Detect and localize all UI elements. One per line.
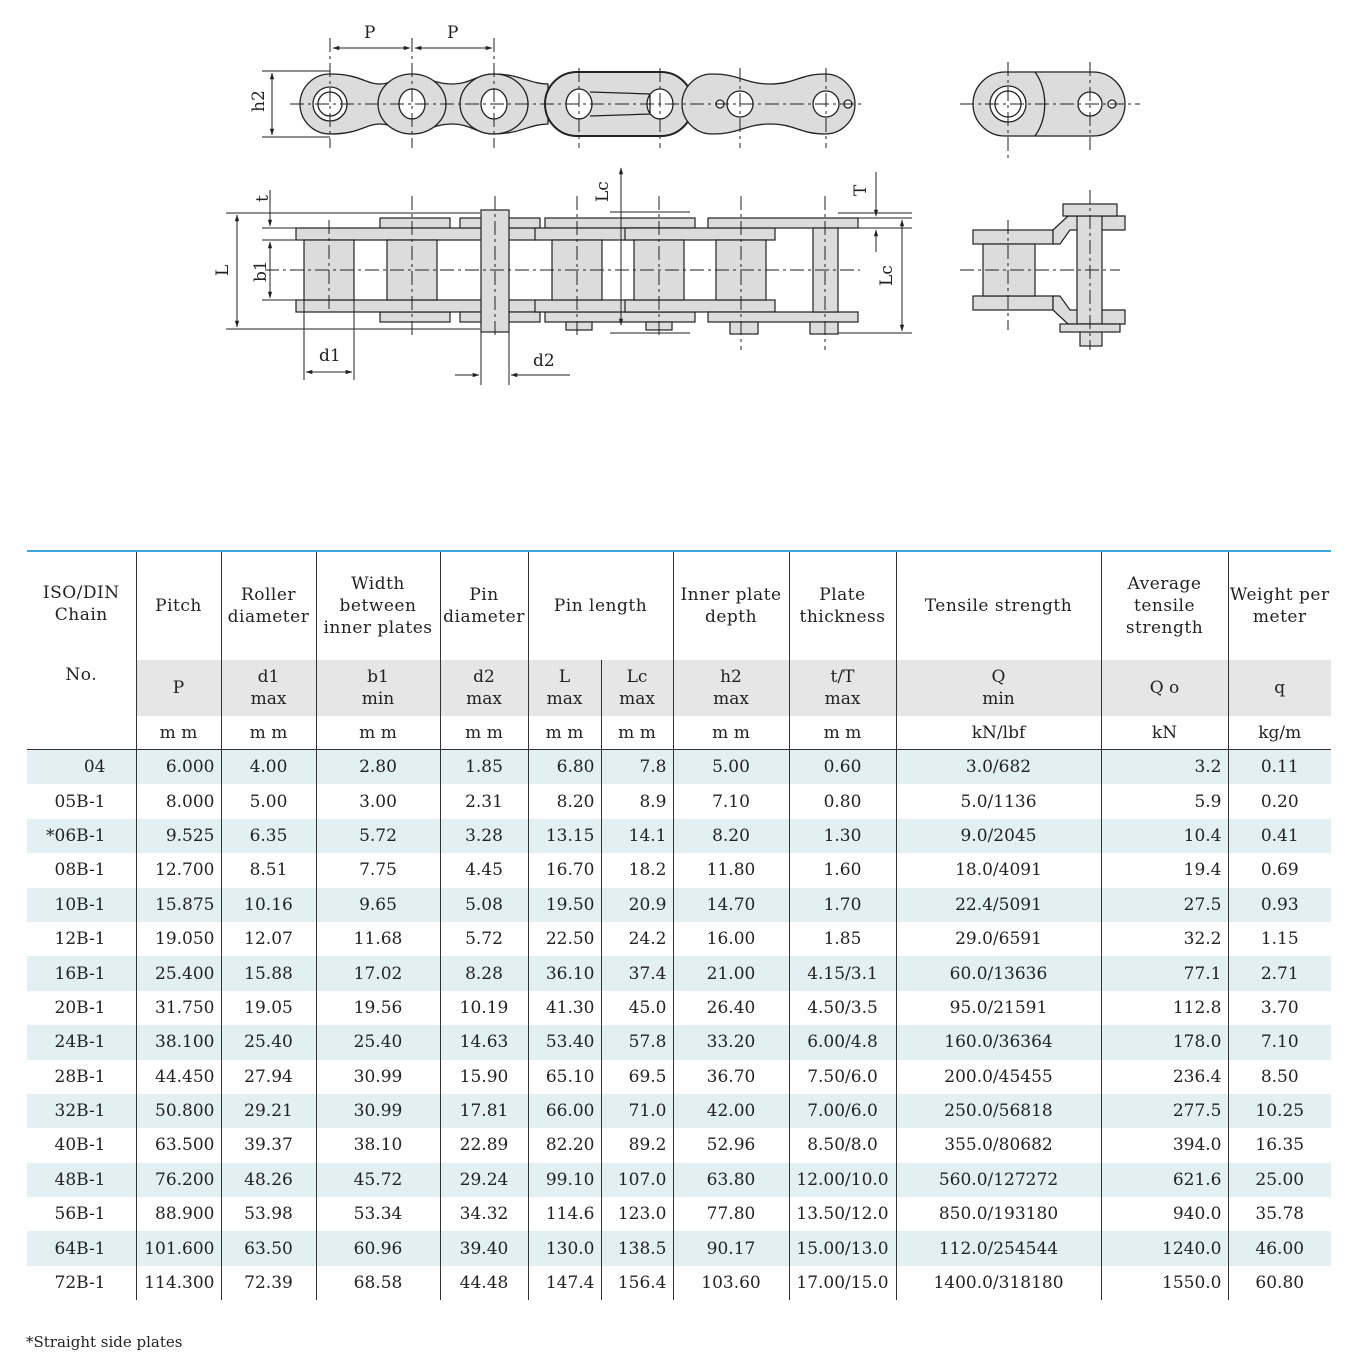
cell-chain-no: 05B-1 — [27, 784, 136, 818]
cell-plate-thickness: 17.00/15.0 — [789, 1266, 896, 1300]
dim-label-d2: d2 — [533, 351, 555, 371]
cell-pin-diameter: 10.19 — [440, 991, 528, 1025]
cell-average-tensile: 1240.0 — [1101, 1231, 1228, 1265]
symbol-pin-length-L: L max — [528, 660, 601, 716]
table-row — [27, 750, 1331, 785]
cell-average-tensile: 32.2 — [1101, 922, 1228, 956]
table-row — [27, 1163, 1331, 1197]
cell-chain-no: 56B-1 — [27, 1197, 136, 1231]
table-row — [27, 784, 1331, 818]
cell-pin-length-L: 22.50 — [528, 922, 601, 956]
cell-roller-diameter: 10.16 — [221, 888, 316, 922]
cell-roller-diameter: 12.07 — [221, 922, 316, 956]
spec-table-body — [27, 750, 1331, 1301]
cell-weight: 8.50 — [1228, 1060, 1331, 1094]
cell-tensile-strength: 9.0/2045 — [896, 819, 1101, 853]
cell-average-tensile: 10.4 — [1101, 819, 1228, 853]
table-row — [27, 1266, 1331, 1300]
cell-plate-thickness: 15.00/13.0 — [789, 1231, 896, 1265]
cell-average-tensile: 394.0 — [1101, 1128, 1228, 1162]
cell-weight: 16.35 — [1228, 1128, 1331, 1162]
cell-pin-diameter: 17.81 — [440, 1094, 528, 1128]
unit-pin-diameter: m m — [440, 716, 528, 750]
cell-tensile-strength: 560.0/127272 — [896, 1163, 1101, 1197]
cell-pin-length-Lc: 14.1 — [601, 819, 673, 853]
chain-spec-table — [27, 550, 1331, 1300]
unit-average-tensile: kN — [1101, 716, 1228, 750]
dim-label-Lc: Lc — [593, 181, 613, 202]
header-chain-no: ISO/DIN Chain No. — [27, 551, 136, 716]
cell-inner-plate-depth: 42.00 — [673, 1094, 789, 1128]
cell-inner-plate-depth: 63.80 — [673, 1163, 789, 1197]
cell-tensile-strength: 95.0/21591 — [896, 991, 1101, 1025]
cell-tensile-strength: 112.0/254544 — [896, 1231, 1101, 1265]
cell-chain-no: 28B-1 — [27, 1060, 136, 1094]
cell-tensile-strength: 29.0/6591 — [896, 922, 1101, 956]
dim-label-t: t — [253, 195, 273, 202]
cell-average-tensile: 940.0 — [1101, 1197, 1228, 1231]
cell-average-tensile: 277.5 — [1101, 1094, 1228, 1128]
cell-pitch: 19.050 — [136, 922, 221, 956]
cell-pin-length-L: 147.4 — [528, 1266, 601, 1300]
unit-pin-length-Lc: m m — [601, 716, 673, 750]
dim-label-h2: h2 — [249, 90, 269, 112]
cell-pin-length-L: 130.0 — [528, 1231, 601, 1265]
cell-pin-diameter: 1.85 — [440, 750, 528, 785]
cell-pitch: 9.525 — [136, 819, 221, 853]
cell-average-tensile: 621.6 — [1101, 1163, 1228, 1197]
cell-plate-thickness: 1.85 — [789, 922, 896, 956]
cell-plate-thickness: 1.60 — [789, 853, 896, 887]
cell-plate-thickness: 8.50/8.0 — [789, 1128, 896, 1162]
cell-pitch: 88.900 — [136, 1197, 221, 1231]
cell-roller-diameter: 72.39 — [221, 1266, 316, 1300]
symbol-pitch: P — [136, 660, 221, 716]
table-row — [27, 853, 1331, 887]
cell-pin-diameter: 34.32 — [440, 1197, 528, 1231]
cell-width-between: 60.96 — [316, 1231, 440, 1265]
cell-inner-plate-depth: 36.70 — [673, 1060, 789, 1094]
dim-label-b1: b1 — [251, 260, 271, 282]
table-row — [27, 1094, 1331, 1128]
symbol-inner-plate-depth: h2 max — [673, 660, 789, 716]
cell-roller-diameter: 19.05 — [221, 991, 316, 1025]
cell-pin-length-Lc: 37.4 — [601, 956, 673, 990]
header-tensile-strength: Tensile strength — [896, 551, 1101, 660]
cell-pitch: 101.600 — [136, 1231, 221, 1265]
cell-pin-length-L: 16.70 — [528, 853, 601, 887]
cell-width-between: 45.72 — [316, 1163, 440, 1197]
cell-weight: 35.78 — [1228, 1197, 1331, 1231]
dim-label-Lc: Lc — [877, 265, 897, 286]
cell-weight: 2.71 — [1228, 956, 1331, 990]
cell-pin-length-Lc: 138.5 — [601, 1231, 673, 1265]
cell-pitch: 6.000 — [136, 750, 221, 785]
cell-pin-diameter: 44.48 — [440, 1266, 528, 1300]
cell-width-between: 7.75 — [316, 853, 440, 887]
unit-width-between: m m — [316, 716, 440, 750]
cell-tensile-strength: 250.0/56818 — [896, 1094, 1101, 1128]
cell-pin-diameter: 22.89 — [440, 1128, 528, 1162]
table-row — [27, 1128, 1331, 1162]
header-roller-diameter: Roller diameter — [221, 551, 316, 660]
header-inner-plate-depth: Inner plate depth — [673, 551, 789, 660]
header-pin-diameter: Pin diameter — [440, 551, 528, 660]
cell-weight: 0.69 — [1228, 853, 1331, 887]
unit-tensile-strength: kN/lbf — [896, 716, 1101, 750]
cell-pin-length-Lc: 156.4 — [601, 1266, 673, 1300]
cell-pin-length-Lc: 107.0 — [601, 1163, 673, 1197]
cell-pitch: 12.700 — [136, 853, 221, 887]
cell-pin-diameter: 2.31 — [440, 784, 528, 818]
cell-chain-no: 64B-1 — [27, 1231, 136, 1265]
cell-pitch: 63.500 — [136, 1128, 221, 1162]
cell-pin-diameter: 29.24 — [440, 1163, 528, 1197]
cell-pin-length-L: 66.00 — [528, 1094, 601, 1128]
table-row — [27, 1231, 1331, 1265]
cell-chain-no: 08B-1 — [27, 853, 136, 887]
unit-pitch: m m — [136, 716, 221, 750]
cell-average-tensile: 112.8 — [1101, 991, 1228, 1025]
symbol-pin-length-Lc: Lc max — [601, 660, 673, 716]
cell-plate-thickness: 0.60 — [789, 750, 896, 785]
symbol-plate-thickness: t/T max — [789, 660, 896, 716]
cell-average-tensile: 3.2 — [1101, 750, 1228, 785]
cell-width-between: 25.40 — [316, 1025, 440, 1059]
cell-width-between: 38.10 — [316, 1128, 440, 1162]
cell-inner-plate-depth: 7.10 — [673, 784, 789, 818]
cell-roller-diameter: 15.88 — [221, 956, 316, 990]
cell-inner-plate-depth: 33.20 — [673, 1025, 789, 1059]
cell-width-between: 30.99 — [316, 1094, 440, 1128]
cell-inner-plate-depth: 14.70 — [673, 888, 789, 922]
cell-plate-thickness: 1.70 — [789, 888, 896, 922]
cell-weight: 0.93 — [1228, 888, 1331, 922]
unit-pin-length-L: m m — [528, 716, 601, 750]
cell-plate-thickness: 13.50/12.0 — [789, 1197, 896, 1231]
cell-pin-length-Lc: 69.5 — [601, 1060, 673, 1094]
cell-roller-diameter: 63.50 — [221, 1231, 316, 1265]
cell-pin-length-Lc: 45.0 — [601, 991, 673, 1025]
cell-pin-diameter: 8.28 — [440, 956, 528, 990]
cell-average-tensile: 19.4 — [1101, 853, 1228, 887]
symbol-roller-diameter: d1 max — [221, 660, 316, 716]
table-row — [27, 888, 1331, 922]
cell-chain-no: 04 — [27, 750, 136, 785]
header-pitch: Pitch — [136, 551, 221, 660]
cell-pitch: 15.875 — [136, 888, 221, 922]
cell-average-tensile: 5.9 — [1101, 784, 1228, 818]
cell-pin-length-Lc: 7.8 — [601, 750, 673, 785]
cell-roller-diameter: 48.26 — [221, 1163, 316, 1197]
cell-chain-no: 12B-1 — [27, 922, 136, 956]
cell-inner-plate-depth: 90.17 — [673, 1231, 789, 1265]
cell-width-between: 2.80 — [316, 750, 440, 785]
cell-roller-diameter: 39.37 — [221, 1128, 316, 1162]
cell-weight: 7.10 — [1228, 1025, 1331, 1059]
header-weight-per-meter: Weight per meter — [1228, 551, 1331, 660]
cell-plate-thickness: 1.30 — [789, 819, 896, 853]
cell-inner-plate-depth: 52.96 — [673, 1128, 789, 1162]
cell-roller-diameter: 6.35 — [221, 819, 316, 853]
cell-weight: 60.80 — [1228, 1266, 1331, 1300]
cell-pin-length-L: 36.10 — [528, 956, 601, 990]
cell-average-tensile: 77.1 — [1101, 956, 1228, 990]
cell-pitch: 114.300 — [136, 1266, 221, 1300]
cell-inner-plate-depth: 5.00 — [673, 750, 789, 785]
table-row — [27, 922, 1331, 956]
cell-pin-length-L: 19.50 — [528, 888, 601, 922]
cell-pitch: 50.800 — [136, 1094, 221, 1128]
cell-chain-no: *06B-1 — [27, 819, 136, 853]
header-plate-thickness: Plate thickness — [789, 551, 896, 660]
cell-pin-length-Lc: 123.0 — [601, 1197, 673, 1231]
cell-weight: 3.70 — [1228, 991, 1331, 1025]
cell-pin-length-L: 6.80 — [528, 750, 601, 785]
chain-technical-drawing — [0, 0, 1358, 420]
cell-weight: 0.41 — [1228, 819, 1331, 853]
cell-width-between: 3.00 — [316, 784, 440, 818]
cell-roller-diameter: 27.94 — [221, 1060, 316, 1094]
table-row — [27, 1060, 1331, 1094]
cell-width-between: 19.56 — [316, 991, 440, 1025]
cell-inner-plate-depth: 103.60 — [673, 1266, 789, 1300]
cell-roller-diameter: 53.98 — [221, 1197, 316, 1231]
cell-width-between: 30.99 — [316, 1060, 440, 1094]
symbol-pin-diameter: d2 max — [440, 660, 528, 716]
cell-average-tensile: 1550.0 — [1101, 1266, 1228, 1300]
footnote: *Straight side plates — [26, 1333, 183, 1351]
cell-pin-length-L: 13.15 — [528, 819, 601, 853]
cell-pin-diameter: 3.28 — [440, 819, 528, 853]
unit-weight: kg/m — [1228, 716, 1331, 750]
cell-pin-length-L: 53.40 — [528, 1025, 601, 1059]
cell-pitch: 76.200 — [136, 1163, 221, 1197]
cell-plate-thickness: 0.80 — [789, 784, 896, 818]
cell-inner-plate-depth: 26.40 — [673, 991, 789, 1025]
cell-width-between: 9.65 — [316, 888, 440, 922]
symbol-tensile-strength: Q min — [896, 660, 1101, 716]
table-row — [27, 1197, 1331, 1231]
dim-label-pitch: P — [364, 23, 376, 43]
table-row — [27, 819, 1331, 853]
cell-roller-diameter: 8.51 — [221, 853, 316, 887]
cell-plate-thickness: 7.00/6.0 — [789, 1094, 896, 1128]
cell-tensile-strength: 850.0/193180 — [896, 1197, 1101, 1231]
cell-roller-diameter: 4.00 — [221, 750, 316, 785]
cell-weight: 1.15 — [1228, 922, 1331, 956]
cell-pin-length-L: 8.20 — [528, 784, 601, 818]
cell-average-tensile: 236.4 — [1101, 1060, 1228, 1094]
cell-tensile-strength: 200.0/45455 — [896, 1060, 1101, 1094]
cell-chain-no: 20B-1 — [27, 991, 136, 1025]
cell-chain-no: 10B-1 — [27, 888, 136, 922]
dim-label-L: L — [213, 264, 233, 276]
cell-tensile-strength: 3.0/682 — [896, 750, 1101, 785]
cell-pin-length-L: 82.20 — [528, 1128, 601, 1162]
cell-pin-length-L: 65.10 — [528, 1060, 601, 1094]
cell-weight: 0.20 — [1228, 784, 1331, 818]
cell-pin-length-Lc: 24.2 — [601, 922, 673, 956]
cell-tensile-strength: 5.0/1136 — [896, 784, 1101, 818]
table-row — [27, 1025, 1331, 1059]
symbol-average-tensile: Q o — [1101, 660, 1228, 716]
cell-pin-length-Lc: 20.9 — [601, 888, 673, 922]
cell-plate-thickness: 12.00/10.0 — [789, 1163, 896, 1197]
symbol-width-between: b1 min — [316, 660, 440, 716]
cell-inner-plate-depth: 16.00 — [673, 922, 789, 956]
cell-pin-length-Lc: 71.0 — [601, 1094, 673, 1128]
cell-pin-length-Lc: 89.2 — [601, 1128, 673, 1162]
cell-pin-diameter: 4.45 — [440, 853, 528, 887]
cell-weight: 0.11 — [1228, 750, 1331, 785]
roller-chain-diagram — [0, 0, 1358, 420]
cell-width-between: 17.02 — [316, 956, 440, 990]
cell-roller-diameter: 25.40 — [221, 1025, 316, 1059]
cell-pitch: 25.400 — [136, 956, 221, 990]
cell-plate-thickness: 7.50/6.0 — [789, 1060, 896, 1094]
cell-width-between: 53.34 — [316, 1197, 440, 1231]
cell-inner-plate-depth: 77.80 — [673, 1197, 789, 1231]
dim-label-pitch: P — [447, 23, 459, 43]
cell-chain-no: 48B-1 — [27, 1163, 136, 1197]
cell-pin-diameter: 39.40 — [440, 1231, 528, 1265]
dim-label-T: T — [851, 184, 871, 196]
header-pin-length: Pin length — [528, 551, 673, 660]
cell-chain-no: 32B-1 — [27, 1094, 136, 1128]
header-average-tensile-strength: Average tensile strength — [1101, 551, 1228, 660]
cell-average-tensile: 27.5 — [1101, 888, 1228, 922]
cell-pin-diameter: 14.63 — [440, 1025, 528, 1059]
cell-weight: 46.00 — [1228, 1231, 1331, 1265]
header-width-between-inner-plates: Width between inner plates — [316, 551, 440, 660]
unit-blank — [27, 716, 136, 750]
cell-chain-no: 24B-1 — [27, 1025, 136, 1059]
cell-tensile-strength: 60.0/13636 — [896, 956, 1101, 990]
dim-label-d1: d1 — [319, 346, 341, 366]
cell-width-between: 11.68 — [316, 922, 440, 956]
unit-roller-diameter: m m — [221, 716, 316, 750]
cell-pin-diameter: 5.72 — [440, 922, 528, 956]
cell-inner-plate-depth: 8.20 — [673, 819, 789, 853]
cell-tensile-strength: 1400.0/318180 — [896, 1266, 1101, 1300]
cell-pin-diameter: 5.08 — [440, 888, 528, 922]
cell-weight: 10.25 — [1228, 1094, 1331, 1128]
cell-inner-plate-depth: 11.80 — [673, 853, 789, 887]
cell-roller-diameter: 29.21 — [221, 1094, 316, 1128]
cell-pin-length-Lc: 57.8 — [601, 1025, 673, 1059]
cell-plate-thickness: 4.50/3.5 — [789, 991, 896, 1025]
cell-tensile-strength: 160.0/36364 — [896, 1025, 1101, 1059]
cell-tensile-strength: 18.0/4091 — [896, 853, 1101, 887]
cell-pin-diameter: 15.90 — [440, 1060, 528, 1094]
cell-width-between: 5.72 — [316, 819, 440, 853]
cell-pin-length-L: 99.10 — [528, 1163, 601, 1197]
cell-tensile-strength: 355.0/80682 — [896, 1128, 1101, 1162]
cell-pitch: 8.000 — [136, 784, 221, 818]
cell-pin-length-Lc: 8.9 — [601, 784, 673, 818]
cell-inner-plate-depth: 21.00 — [673, 956, 789, 990]
unit-plate-thickness: m m — [789, 716, 896, 750]
cell-average-tensile: 178.0 — [1101, 1025, 1228, 1059]
cell-pin-length-Lc: 18.2 — [601, 853, 673, 887]
cell-plate-thickness: 6.00/4.8 — [789, 1025, 896, 1059]
cell-pin-length-L: 41.30 — [528, 991, 601, 1025]
cell-tensile-strength: 22.4/5091 — [896, 888, 1101, 922]
cell-roller-diameter: 5.00 — [221, 784, 316, 818]
unit-inner-plate-depth: m m — [673, 716, 789, 750]
cell-pin-length-L: 114.6 — [528, 1197, 601, 1231]
cell-width-between: 68.58 — [316, 1266, 440, 1300]
table-row — [27, 991, 1331, 1025]
cell-pitch: 38.100 — [136, 1025, 221, 1059]
cell-pitch: 44.450 — [136, 1060, 221, 1094]
cell-chain-no: 72B-1 — [27, 1266, 136, 1300]
table-row — [27, 956, 1331, 990]
cell-chain-no: 16B-1 — [27, 956, 136, 990]
cell-chain-no: 40B-1 — [27, 1128, 136, 1162]
cell-plate-thickness: 4.15/3.1 — [789, 956, 896, 990]
cell-weight: 25.00 — [1228, 1163, 1331, 1197]
cell-pitch: 31.750 — [136, 991, 221, 1025]
symbol-weight: q — [1228, 660, 1331, 716]
